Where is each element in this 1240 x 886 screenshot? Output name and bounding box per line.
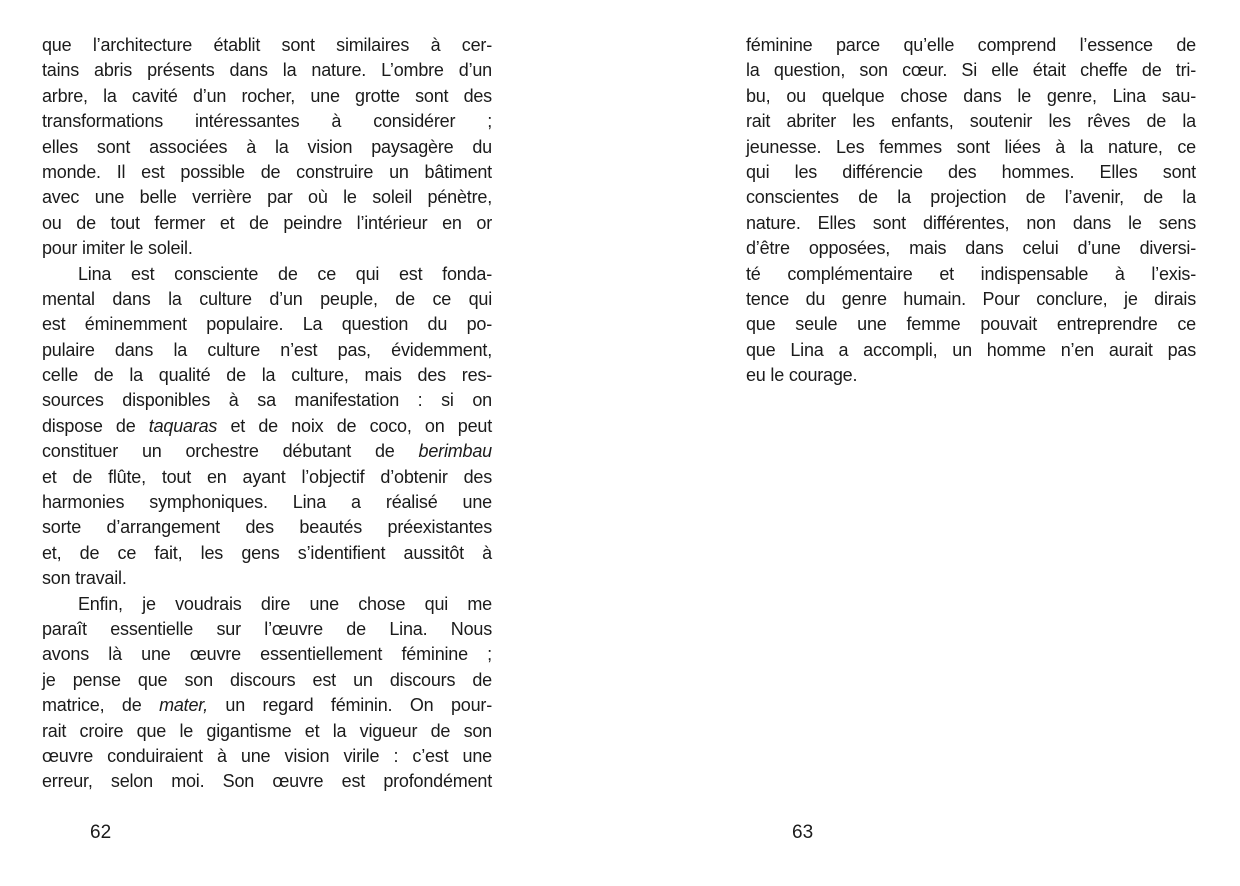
text-line: est éminemment populaire. La question du po- xyxy=(42,314,492,335)
italic-text: berimbau xyxy=(418,441,492,462)
text-line: té complémentaire et indispensable à l’exis- xyxy=(746,263,1196,284)
text-line: jeunesse. Les femmes sont liées à la nature, ce xyxy=(746,136,1196,157)
text-line: sorte d’arrangement des beautés préexistantes xyxy=(42,517,492,538)
text-line: mental dans la culture d’un peuple, de ce qui xyxy=(42,288,492,309)
text-line: arbre, la cavité d’un rocher, une grotte sont des xyxy=(42,85,492,106)
text-line: pulaire dans la culture n’est pas, évidemment, xyxy=(42,339,492,360)
text-line: bu, ou quelque chose dans le genre, Lina sau- xyxy=(746,85,1196,106)
text-line: tence du genre humain. Pour conclure, je dirais xyxy=(746,288,1196,309)
right-page-text-column xyxy=(746,33,1196,388)
text-line: que seule une femme pouvait entreprendre ce xyxy=(746,314,1196,335)
text-line: matrice, de mater, un regard féminin. On pour- xyxy=(42,695,492,716)
text-line: dispose de taquaras et de noix de coco, on peut xyxy=(42,415,492,436)
text-line: sources disponibles à sa manifestation : si on xyxy=(42,390,492,411)
text-line: d’être opposées, mais dans celui d’une diversi- xyxy=(746,238,1196,259)
text-line: Enfin, je voudrais dire une chose qui me xyxy=(78,593,492,614)
text-line: elles sont associées à la vision paysagère du xyxy=(42,136,492,157)
text-line: rait croire que le gigantisme et la vigueur de son xyxy=(42,720,492,741)
page-number-left: 62 xyxy=(90,822,112,843)
text-line: Lina est consciente de ce qui est fonda- xyxy=(78,263,492,284)
text-line: pour imiter le soleil. xyxy=(42,238,193,259)
text-line: rait abriter les enfants, soutenir les rêves de la xyxy=(746,111,1196,132)
text-line: la question, son cœur. Si elle était cheffe de tri- xyxy=(746,60,1196,81)
text-line: nature. Elles sont différentes, non dans le sens xyxy=(746,212,1196,233)
text-line: eu le courage. xyxy=(746,365,858,386)
text-line: qui les différencie des hommes. Elles sont xyxy=(746,161,1196,182)
text-line: tains abris présents dans la nature. L’ombre d’un xyxy=(42,60,492,81)
text-line: erreur, selon moi. Son œuvre est profondément xyxy=(42,771,492,792)
text-line: avons là une œuvre essentiellement féminine ; xyxy=(42,644,492,665)
italic-text: taquaras xyxy=(148,415,218,436)
text-line: conscientes de la projection de l’avenir, de la xyxy=(746,187,1196,208)
text-line: celle de la qualité de la culture, mais des res- xyxy=(42,365,492,386)
left-page-text-column xyxy=(42,33,492,795)
text-line: son travail. xyxy=(42,568,127,589)
text-line: féminine parce qu’elle comprend l’essence de xyxy=(746,35,1196,55)
page-number-right: 63 xyxy=(792,822,814,843)
text-line: que l’architecture établit sont similaires à cer- xyxy=(42,35,492,55)
text-line: œuvre conduiraient à une vision virile : c’est une xyxy=(42,745,492,766)
text-line: transformations intéressantes à considérer ; xyxy=(42,111,492,132)
text-line: ou de tout fermer et de peindre l’intérieur en or xyxy=(42,212,492,233)
text-line: paraît essentielle sur l’œuvre de Lina. Nous xyxy=(42,618,492,639)
text-line: que Lina a accompli, un homme n’en aurait pas xyxy=(746,339,1196,360)
italic-text: mater, xyxy=(159,695,208,716)
text-line: et de flûte, tout en ayant l’objectif d’obtenir des xyxy=(42,466,492,487)
text-line: constituer un orchestre débutant de berimbau xyxy=(42,441,492,462)
text-line: monde. Il est possible de construire un bâtiment xyxy=(42,161,492,182)
text-line: je pense que son discours est un discours de xyxy=(42,669,492,690)
text-line: et, de ce fait, les gens s’identifient aussitôt à xyxy=(42,542,492,563)
text-line: avec une belle verrière par où le soleil pénètre, xyxy=(42,187,492,208)
text-line: harmonies symphoniques. Lina a réalisé une xyxy=(42,492,492,513)
